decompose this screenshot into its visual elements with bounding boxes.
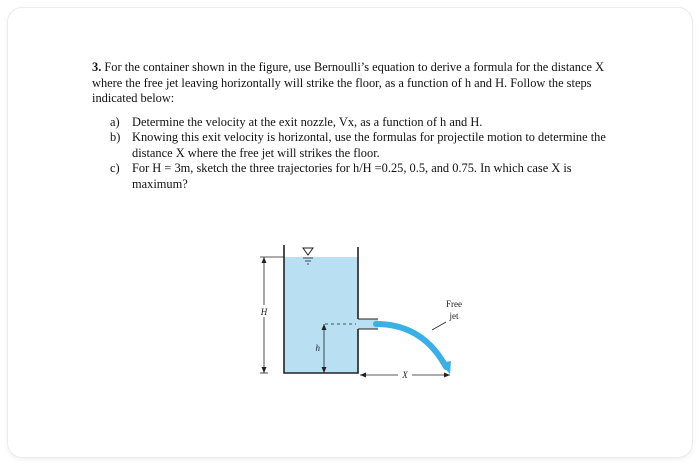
steps-list xyxy=(92,115,612,193)
free-label: Free xyxy=(446,299,462,309)
free-jet xyxy=(376,324,446,367)
step-text: Determine the velocity at the exit nozzle, Vx, as a function of h and H. xyxy=(132,114,483,129)
h-label: h xyxy=(315,343,320,353)
problem-number: 3. xyxy=(92,60,102,74)
H-arrow-top xyxy=(262,257,267,263)
step-a xyxy=(92,115,612,131)
H-label: H xyxy=(260,307,268,317)
figure-svg xyxy=(250,235,480,385)
container-figure xyxy=(250,235,480,385)
step-letter: c) xyxy=(110,161,120,175)
surface-triangle-icon xyxy=(303,248,313,255)
problem-intro xyxy=(92,60,612,107)
X-label: X xyxy=(402,370,408,380)
jet-label: jet xyxy=(449,311,459,321)
step-letter: b) xyxy=(110,130,121,144)
step-text: For H = 3m, sketch the three trajectories for h/H =0.25, 0.5, and 0.75. In which case X is maximum? xyxy=(132,161,572,191)
H-arrow-bottom xyxy=(262,367,267,373)
X-arrow-left xyxy=(360,373,366,378)
water-fill xyxy=(284,257,358,373)
jet-arrowhead xyxy=(440,361,451,374)
step-letter: a) xyxy=(110,114,120,129)
jet-leader-line xyxy=(432,322,446,330)
step-c xyxy=(92,161,612,192)
step-text: Knowing this exit velocity is horizontal, use the formulas for projectile motion to determine the distance X where the free jet will strikes the floor. xyxy=(132,130,606,160)
X-arrow-right xyxy=(444,373,450,378)
problem-intro-text: For the container shown in the figure, use Bernoulli’s equation to derive a formula for the distance X where the free jet leaving horizontally will strike the floor, as a function of h and H. Follow the steps indicated below: xyxy=(92,60,605,105)
step-b xyxy=(92,130,612,161)
problem-text xyxy=(92,60,612,192)
